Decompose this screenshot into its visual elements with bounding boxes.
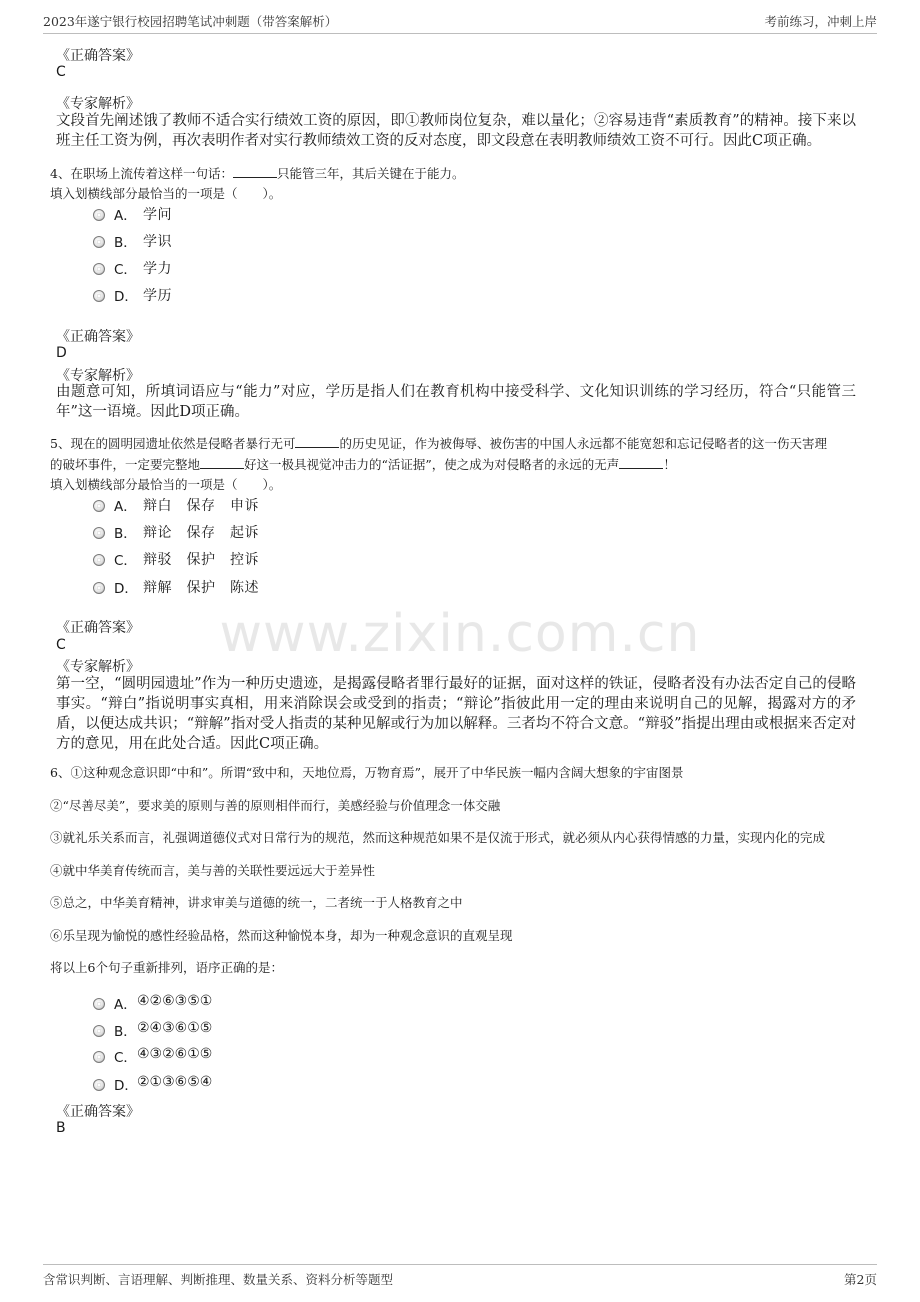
q5-stem-line1: 5、现在的圆明园遗址依然是侵略者暴行无可 的历史见证，作为被侮辱、被伤害的中国人永远都不能宽恕和忘记侵略者的这一伤天害理	[50, 436, 827, 451]
radio-button-icon[interactable]	[93, 1051, 105, 1063]
q4-stem-end: 只能管三年，其后关键在于能力。	[276, 166, 465, 181]
q3-answer: C	[56, 64, 66, 80]
q6-sentence-1: 6、①这种观念意识即“中和”。所谓“致中和，天地位焉，万物育焉”，展开了中华民族一幅内含阔大想象的宇宙图景	[50, 765, 684, 780]
analysis-label: 《专家解析》	[56, 368, 140, 384]
fill-blank	[233, 166, 277, 178]
page-number: 第2页	[844, 1272, 877, 1287]
q4-answer: D	[56, 345, 67, 361]
analysis-label: 《专家解析》	[56, 96, 140, 112]
q5-prompt: 填入划横线部分最恰当的一项是（ ）。	[50, 477, 282, 492]
q6-sentence-3: ③就礼乐关系而言，礼强调道德仪式对日常行为的规范，然而这种规范如果不是仅流于形式，就必须从内心获得情感的力量，实现内化的完成	[50, 830, 826, 845]
page-footer	[43, 1264, 877, 1294]
radio-button-icon[interactable]	[93, 527, 105, 539]
watermark: www.zixin.com.cn	[219, 604, 701, 664]
radio-button-icon[interactable]	[93, 236, 105, 248]
answer-label: 《正确答案》	[56, 620, 140, 636]
radio-button-icon[interactable]	[93, 998, 105, 1010]
q4-analysis: 由题意可知，所填词语应与“能力”对应，学历是指人们在教育机构中接受科学、文化知识训练的学习经历，符合“只能管三年”这一语境。因此D项正确。	[56, 384, 856, 420]
q6-answer: B	[56, 1120, 66, 1136]
radio-button-icon[interactable]	[93, 500, 105, 512]
answer-label: 《正确答案》	[56, 329, 140, 345]
q6-sentence-6: ⑥乐呈现为愉悦的感性经验品格，然而这种愉悦本身，却为一种观念意识的直观呈现	[50, 928, 513, 943]
radio-button-icon[interactable]	[93, 554, 105, 566]
radio-button-icon[interactable]	[93, 1025, 105, 1037]
footer-subjects: 含常识判断、言语理解、判断推理、数量关系、资料分析等题型	[43, 1272, 394, 1287]
q4-stem	[50, 164, 464, 182]
page-header	[43, 10, 877, 34]
document-title: 2023年遂宁银行校园招聘笔试冲刺题（带答案解析）	[43, 14, 338, 29]
q5-answer: C	[56, 637, 66, 653]
radio-button-icon[interactable]	[93, 1079, 105, 1091]
q3-analysis: 文段首先阐述饿了教师不适合实行绩效工资的原因，即①教师岗位复杂，难以量化；②容易违背“素质教育”的精神。接下来以班主任工资为例，再次表明作者对实行教师绩效工资的反对态度，即文段意在表明教师绩效工资不可行。因此C项正确。	[56, 113, 856, 149]
fill-blank	[619, 457, 663, 469]
q5-stem-line2: 的破坏事件，一定要完整地 好这一极具视觉冲击力的“活证据”，使之成为对侵略者的永远的无声 ！	[50, 457, 676, 472]
answer-label: 《正确答案》	[56, 48, 140, 64]
radio-button-icon[interactable]	[93, 263, 105, 275]
radio-button-icon[interactable]	[93, 209, 105, 221]
q6-sentence-2: ②“尽善尽美”，要求美的原则与善的原则相伴而行，美感经验与价值理念一体交融	[50, 798, 501, 813]
q6-prompt: 将以上6个句子重新排列，语序正确的是：	[50, 960, 283, 975]
header-tagline: 考前练习，冲刺上岸	[764, 14, 877, 29]
q4-prompt: 填入划横线部分最恰当的一项是（ ）。	[50, 186, 282, 201]
radio-button-icon[interactable]	[93, 582, 105, 594]
q5-analysis: 第一空，“圆明园遗址”作为一种历史遗迹，是揭露侵略者罪行最好的证据，面对这样的铁证，侵略者没有办法否定自己的侵略事实。“辩白”指说明事实真相，用来消除误会或受到的指责；“辩论”指彼此用一定的理由来说明自己的见解，揭露对方的矛盾，以便达成共识；“辩解”指对受人指责的某种见解或行为加以解释。三者均不符合文意。“辩驳”指提出理由或根据来否定对方的意见，用在此处合适。因此C项正确。	[56, 676, 856, 752]
fill-blank	[200, 457, 244, 469]
answer-label: 《正确答案》	[56, 1104, 140, 1120]
q6-sentence-4: ④就中华美育传统而言，美与善的关联性要远远大于差异性	[50, 863, 376, 878]
fill-blank	[295, 436, 339, 448]
q4-stem-start: 4、在职场上流传着这样一句话：	[50, 166, 233, 181]
radio-button-icon[interactable]	[93, 290, 105, 302]
analysis-label: 《专家解析》	[56, 659, 140, 675]
q6-sentence-5: ⑤总之，中华美育精神，讲求审美与道德的统一，二者统一于人格教育之中	[50, 895, 463, 910]
